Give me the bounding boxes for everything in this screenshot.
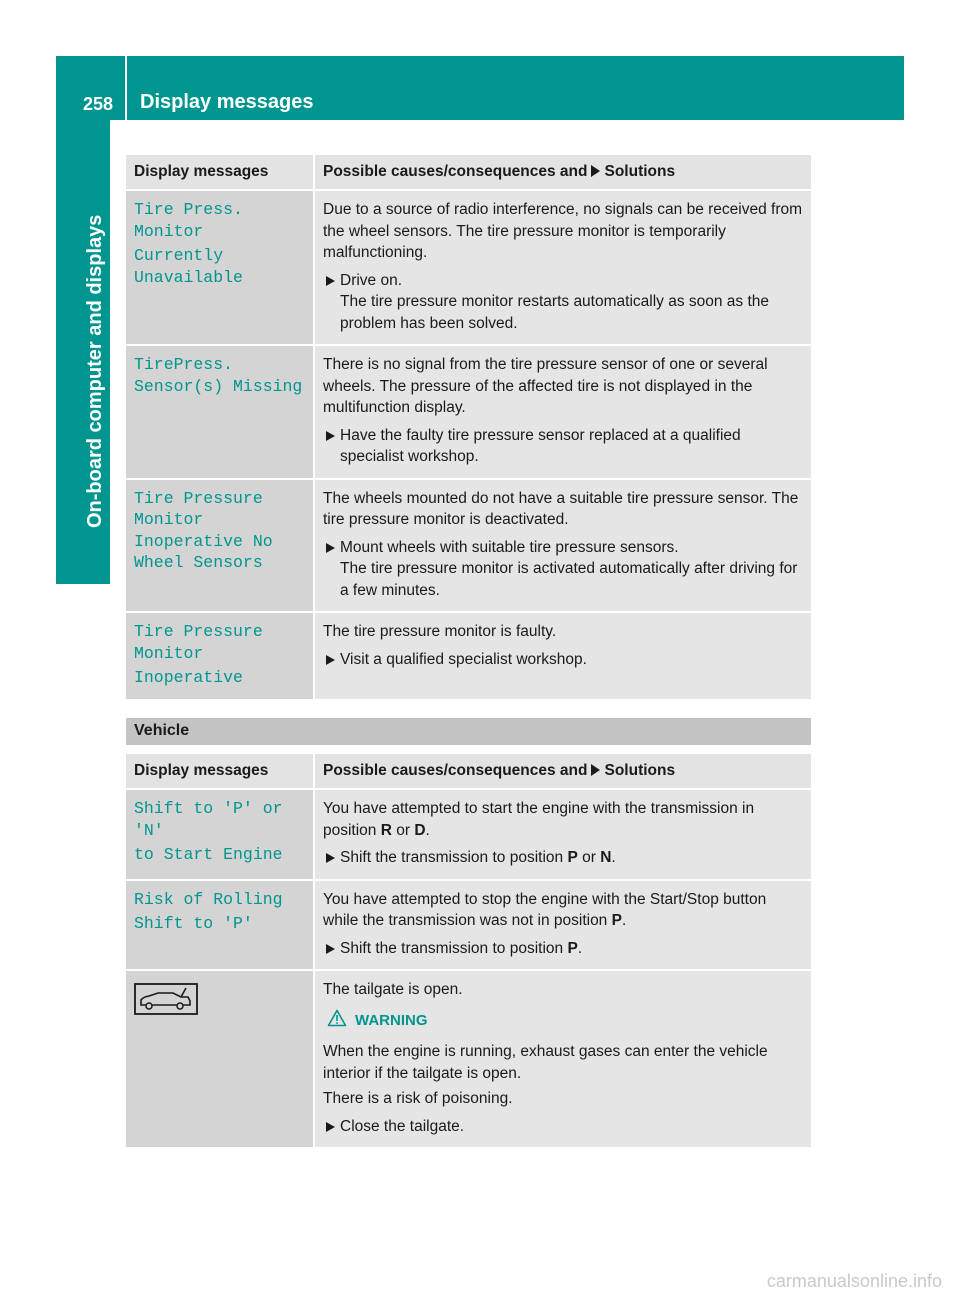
display-message-cell: Risk of Rolling Shift to 'P' xyxy=(126,880,314,971)
display-message-cell: Shift to 'P' or 'N' to Start Engine xyxy=(126,789,314,880)
col-header-causes: Possible causes/consequences and Solutions xyxy=(314,754,811,789)
table-row xyxy=(126,612,811,700)
page-number: 258 xyxy=(83,94,114,114)
table-header-row xyxy=(126,754,811,789)
table-header-row xyxy=(126,155,811,190)
side-tab-label: On-board computer and displays xyxy=(84,214,106,528)
display-message-cell: Tire Press. Monitor Currently Unavailable xyxy=(126,190,314,345)
solution-step: Shift the transmission to position P or N. xyxy=(323,847,803,869)
col-header-causes: Possible causes/consequences and Solutions xyxy=(314,155,811,190)
header-divider xyxy=(125,56,127,120)
tire-messages-table xyxy=(126,155,811,701)
solution-step: Visit a qualified specialist workshop. xyxy=(323,649,803,671)
arrow-right-icon xyxy=(591,165,600,177)
display-message-cell: Tire Pressure Monitor Inoperative No Wheel Sensors xyxy=(126,479,314,613)
table-row xyxy=(126,190,811,345)
tailgate-open-icon xyxy=(134,983,305,1022)
solution-step: Close the tailgate. xyxy=(323,1116,803,1138)
solution-step: Shift the transmission to position P. xyxy=(323,938,803,960)
description-cell: Due to a source of radio interference, no signals can be received from the wheel sensors. The tire pressure monitor is temporarily malfunctioning. Drive on. The tire pressure monitor restarts automatically as soon as the problem has been solved. xyxy=(314,190,811,345)
table-row xyxy=(126,789,811,880)
description-cell: You have attempted to start the engine with the transmission in position R or D. Shift the transmission to position P or N. xyxy=(314,789,811,880)
table-row xyxy=(126,970,811,1148)
arrow-right-icon xyxy=(591,764,600,776)
description-cell: You have attempted to stop the engine with the Start/Stop button while the transmission was not in position P. Shift the transmission to position P. xyxy=(314,880,811,971)
step-result: The tire pressure monitor is activated automatically after driving for a few minutes. xyxy=(340,560,798,599)
display-message-cell xyxy=(126,970,314,1148)
description-cell: The tire pressure monitor is faulty. Visit a qualified specialist workshop. xyxy=(314,612,811,700)
vehicle-messages-table xyxy=(126,754,811,1149)
warning-heading: WARNING xyxy=(323,1009,803,1034)
col-header-messages: Display messages xyxy=(126,754,314,789)
page-title: Display messages xyxy=(140,91,314,113)
col-header-messages: Display messages xyxy=(126,155,314,190)
warning-triangle-icon xyxy=(327,1009,347,1034)
solution-step: Mount wheels with suitable tire pressure sensors. xyxy=(323,537,803,559)
description-cell: The wheels mounted do not have a suitable tire pressure sensor. The tire pressure monitor is deactivated. Mount wheels with suitable tire pressure sensors. The tire pressure monitor is activated automatically after driving for a few minutes. xyxy=(314,479,811,613)
solution-step: Have the faulty tire pressure sensor replaced at a qualified specialist workshop. xyxy=(323,425,803,468)
description-cell: There is no signal from the tire pressure sensor of one or several wheels. The pressure of the affected tire is not displayed in the multifunction display. Have the faulty tire pressure sensor replaced at a qualified specialist workshop. xyxy=(314,345,811,479)
table-row xyxy=(126,479,811,613)
description-cell: The tailgate is open. WARNING When the engine is running, exhaust gases can enter the vehicle interior if the tailgate is open. There is a risk of poisoning. Close the tailgate. xyxy=(314,970,811,1148)
section-title-vehicle: Vehicle xyxy=(126,718,811,745)
step-result: The tire pressure monitor restarts automatically as soon as the problem has been solved. xyxy=(340,293,770,332)
solution-step: Drive on. xyxy=(323,270,803,292)
table-row xyxy=(126,880,811,971)
table-row xyxy=(126,345,811,479)
display-message-cell: TirePress. Sensor(s) Missing xyxy=(126,345,314,479)
display-message-cell: Tire Pressure Monitor Inoperative xyxy=(126,612,314,700)
watermark: carmanualsonline.info xyxy=(766,1271,942,1291)
